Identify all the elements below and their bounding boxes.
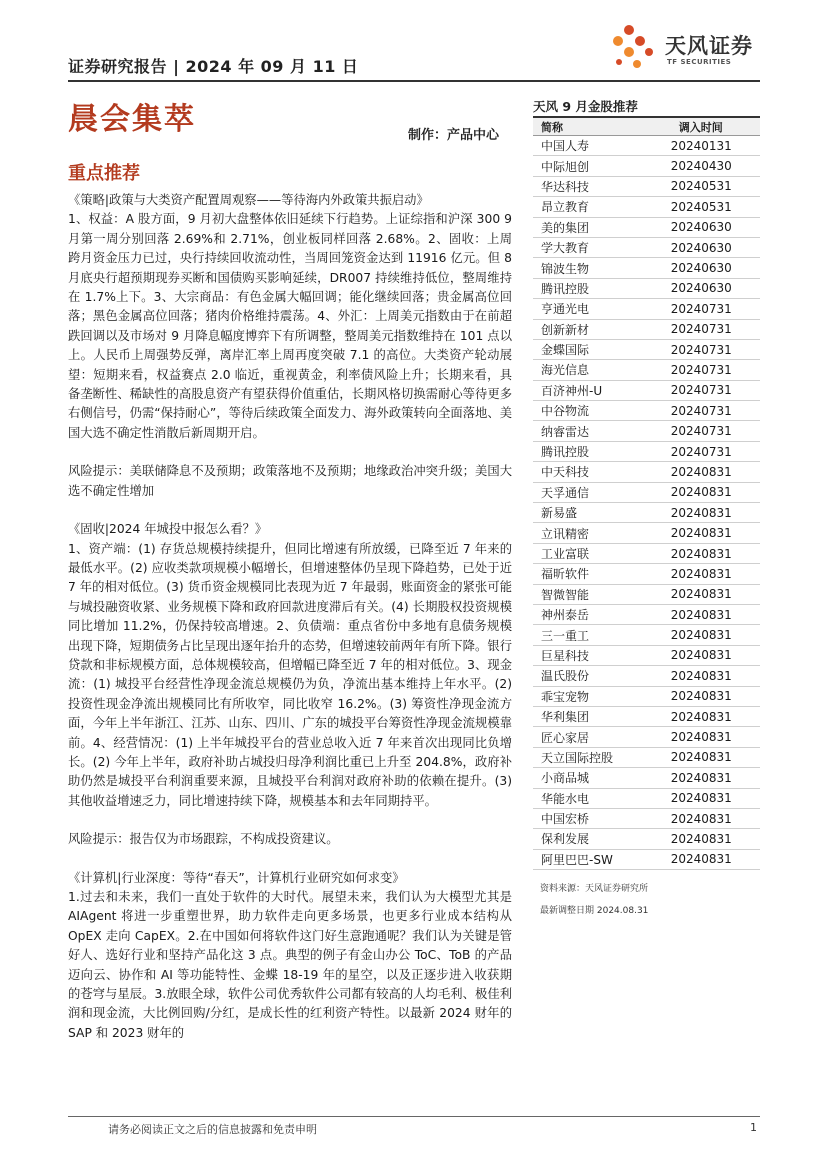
stock-date: 20240831 [637, 768, 760, 788]
page-title: 晨会集萃 [68, 102, 196, 137]
table-row [533, 156, 760, 176]
stock-date: 20240731 [637, 380, 760, 400]
stock-date: 20240831 [637, 482, 760, 502]
sidebar-title: 天风 9 月金股推荐 [533, 99, 638, 114]
stock-name: 海光信息 [533, 360, 637, 380]
table-row [533, 339, 760, 359]
stock-name: 匠心家居 [533, 727, 637, 747]
table-row [533, 401, 760, 421]
table-row [533, 136, 760, 156]
table-row [533, 237, 760, 257]
table-row [533, 543, 760, 563]
stock-date: 20240831 [637, 503, 760, 523]
stock-name: 锦波生物 [533, 258, 637, 278]
stock-name: 中谷物流 [533, 401, 637, 421]
author-label: 制作：产品中心 [408, 128, 500, 143]
header-divider [68, 80, 760, 82]
stock-date: 20240731 [637, 401, 760, 421]
stock-date: 20240531 [637, 197, 760, 217]
source-note: 资料来源：天风证券研究所 [540, 884, 649, 894]
stock-date: 20240831 [637, 808, 760, 828]
stock-name: 华达科技 [533, 176, 637, 196]
stock-date: 20240831 [637, 625, 760, 645]
logo-mark-icon [607, 22, 663, 72]
stock-name: 福昕软件 [533, 564, 637, 584]
table-row [533, 849, 760, 869]
stock-name: 腾讯控股 [533, 278, 637, 298]
article-title: 《策略|政策与大类资产配置周观察——等待海内外政策共振启动》 [68, 193, 429, 207]
table-row [533, 564, 760, 584]
stock-name: 智微智能 [533, 584, 637, 604]
table-row [533, 441, 760, 461]
article-title: 《固收|2024 年城投中报怎么看？》 [68, 522, 268, 537]
stock-date: 20240831 [637, 564, 760, 584]
stock-name: 金蝶国际 [533, 339, 637, 359]
stock-name: 工业富联 [533, 543, 637, 563]
table-row [533, 299, 760, 319]
stock-date: 20240831 [637, 604, 760, 624]
stock-name: 神州泰岳 [533, 604, 637, 624]
table-header-row [533, 118, 760, 136]
stock-date: 20240831 [637, 584, 760, 604]
stock-name: 华能水电 [533, 788, 637, 808]
table-body [533, 136, 760, 870]
article-title: 《计算机|行业深度：等待“春天”，计算机行业研究如何求变》 [68, 870, 405, 885]
table-row [533, 421, 760, 441]
stock-date: 20240831 [637, 706, 760, 726]
stock-name: 小商品城 [533, 768, 637, 788]
article-column [68, 191, 512, 1043]
stock-date: 20240731 [637, 441, 760, 461]
stock-name: 中际旭创 [533, 156, 637, 176]
table-row [533, 768, 760, 788]
stock-name: 立讯精密 [533, 523, 637, 543]
logo-subtext: TF SECURITIES [667, 58, 732, 66]
logo-text: 天风证券 [665, 34, 753, 58]
table-row [533, 523, 760, 543]
stock-date: 20240630 [637, 217, 760, 237]
stock-date: 20240831 [637, 727, 760, 747]
stock-date: 20240731 [637, 360, 760, 380]
company-logo [607, 22, 757, 72]
table-row [533, 706, 760, 726]
table-row [533, 319, 760, 339]
table-row [533, 727, 760, 747]
table-row [533, 645, 760, 665]
report-header-label: 证券研究报告 | 2024 年 09 月 11 日 [68, 57, 359, 76]
stock-name: 三一重工 [533, 625, 637, 645]
table-row [533, 462, 760, 482]
stock-date: 20240731 [637, 339, 760, 359]
stock-date: 20240131 [637, 136, 760, 156]
stock-date: 20240831 [637, 666, 760, 686]
stock-name: 纳睿雷达 [533, 421, 637, 441]
column-header-date: 调入时间 [637, 118, 760, 136]
stock-date: 20240831 [637, 849, 760, 869]
stock-name: 巨星科技 [533, 645, 637, 665]
stock-date: 20240831 [637, 747, 760, 767]
table-row [533, 176, 760, 196]
stock-name: 腾讯控股 [533, 441, 637, 461]
stock-date: 20240831 [637, 645, 760, 665]
stock-name: 保利发展 [533, 829, 637, 849]
table-row [533, 360, 760, 380]
stock-name: 阿里巴巴-SW [533, 849, 637, 869]
table-row [533, 604, 760, 624]
stock-date: 20240731 [637, 299, 760, 319]
stock-name: 中国宏桥 [533, 808, 637, 828]
stock-name: 中天科技 [533, 462, 637, 482]
stock-name: 新易盛 [533, 503, 637, 523]
table-row [533, 747, 760, 767]
stock-name: 乖宝宠物 [533, 686, 637, 706]
stock-name: 天孚通信 [533, 482, 637, 502]
stock-date: 20240630 [637, 258, 760, 278]
stock-name: 亨通光电 [533, 299, 637, 319]
stock-name: 天立国际控股 [533, 747, 637, 767]
stock-date: 20240630 [637, 237, 760, 257]
footer-disclaimer: 请务必阅读正文之后的信息披露和免责申明 [108, 1123, 317, 1136]
table-row [533, 808, 760, 828]
stock-date: 20240731 [637, 319, 760, 339]
table-row [533, 503, 760, 523]
footer-divider [68, 1116, 760, 1117]
stock-name: 学大教育 [533, 237, 637, 257]
article-body: 1、权益：A 股方面，9 月初大盘整体依旧延续下行趋势。上证综指和沪深 300 9 月第一周分别回落 2.69%和 2.71%，创业板同样回落 2.68%。2、固收：上周跨月资金压力已过，央行持续回收流动性，当周回笼资金达到 11916 亿元。但 8 月底央行超预期现券买断和国债购买影响延续，DR007 持续维持低位，整周维持在 1.7%上下。3、大宗商品：有色金属大幅回调；能化继续回落；贵金属高位回落；黑色金属高位回落；猪肉价格维持震荡。4、外汇：上周美元指数由于在前超跌回调以及市场对 9 月降息幅度博弈下有所调整，整周美元指数维持在 101 点以上。人民币上周强势反弹，离岸汇率上周再度突破 7.1 的高位。大类资产轮动展望：短期来看，权益赛点 2.0 临近，重视黄金，利率债风险上升；长期来看，具备垄断性、稀缺性的高股息资产有望获得价值重估，长期风格切换需耐心等待更多右侧信号，仍需“保持耐心”，等待后续政策全面发力、海外政策转向全面落地、美国大选不确定性消散后新周期开启。 [68, 212, 512, 440]
stock-recommendation-table [533, 118, 760, 870]
table-row [533, 258, 760, 278]
column-header-name: 简称 [533, 118, 637, 136]
article-body: 1、资产端：(1) 存货总规模持续提升，但同比增速有所放缓，已降至近 7 年来的最低水平。(2) 应收类款项规模小幅增长，但增速整体仍呈现下降趋势，已处于近 7 年的相对低位。(3) 货币资金规模同比表现为近 7 年最弱，账面资金的紧张可能与城投融资收紧、业务规模下降和政府回款进度滞后有关。(4) 长期股权投资规模同比增加 11.2%，仍保持较高增速。2、负债端：重点省份中多地有息债务规模出现下降，短期债务占比呈现出逐年抬升的态势，但增速较前两年有所下降。银行贷款和非标规模方面，总体规模较高，但增幅已降至近 7 年的相对低位。3、现金流：(1) 城投平台经营性净现金流总规模仍为负，净流出基本维持上年水平。(2) 投资性现金净流出规模同比有所收窄，同比收窄 16.2%。(3) 筹资性净现金流方面，今年上半年浙江、江苏、山东、四川、广东的城投平台筹资性净现金流规模靠前。4、经营情况：(1) 上半年城投平台的营业总收入近 7 年来首次出现同比负增长。(2) 今年上半年，政府补助占城投归母净利润比重已上升至 204.8%，政府补助仍然是城投平台利润重要来源，且城投平台利润对政府补助的依赖在提升。(3) 其他收益增速乏力，同比增速持续下降，规模基本和去年同期持平。 [68, 541, 512, 808]
table-row [533, 482, 760, 502]
table-row [533, 666, 760, 686]
stock-name: 创新新材 [533, 319, 637, 339]
stock-date: 20240831 [637, 462, 760, 482]
stock-date: 20240630 [637, 278, 760, 298]
table-row [533, 829, 760, 849]
table-row [533, 686, 760, 706]
risk-note: 风险提示：美联储降息不及预期；政策落地不及预期；地缘政治冲突升级；美国大选不确定性增加 [68, 464, 512, 498]
stock-date: 20240831 [637, 523, 760, 543]
table-row [533, 788, 760, 808]
stock-name: 美的集团 [533, 217, 637, 237]
stock-date: 20240731 [637, 421, 760, 441]
risk-note: 风险提示：报告仅为市场跟踪，不构成投资建议。 [68, 832, 339, 847]
stock-date: 20240430 [637, 156, 760, 176]
updated-date: 最新调整日期 2024.08.31 [540, 906, 649, 916]
section-heading: 重点推荐 [68, 163, 140, 184]
table-row [533, 584, 760, 604]
stock-date: 20240831 [637, 829, 760, 849]
article-body: 1.过去和未来，我们一直处于软件的大时代。展望未来，我们认为大模型尤其是 AIAgent 将进一步重塑世界，助力软件走向更多场景，也更多行业成本结构从 OpEX 走向 CapEX。2.在中国如何将软件这门好生意跑通呢？我们认为关键是管好人、选好行业和坚持产品化这 3 点。典型的例子有金山办公 ToC、ToB 的产品迈向云、协作和 AI 等功能特性、金蝶 18-19 年的星空，以及正逐步进入收获期的苍穹与星辰。3.放眼全球，软件公司优秀软件公司都有较高的人均毛利、极佳利润和现金流，大比例回购/分红，是成长性的红利资产特性。以最新 2024 财年的 SAP 和 2023 财年的 [68, 890, 512, 1040]
stock-date: 20240531 [637, 176, 760, 196]
table-row [533, 625, 760, 645]
table-row [533, 197, 760, 217]
table-row [533, 217, 760, 237]
stock-name: 百济神州-U [533, 380, 637, 400]
stock-name: 昂立教育 [533, 197, 637, 217]
table-row [533, 278, 760, 298]
stock-date: 20240831 [637, 686, 760, 706]
stock-name: 华利集团 [533, 706, 637, 726]
stock-date: 20240831 [637, 788, 760, 808]
stock-name: 温氏股份 [533, 666, 637, 686]
stock-name: 中国人寿 [533, 136, 637, 156]
table-row [533, 380, 760, 400]
page-number: 1 [750, 1121, 757, 1134]
stock-date: 20240831 [637, 543, 760, 563]
